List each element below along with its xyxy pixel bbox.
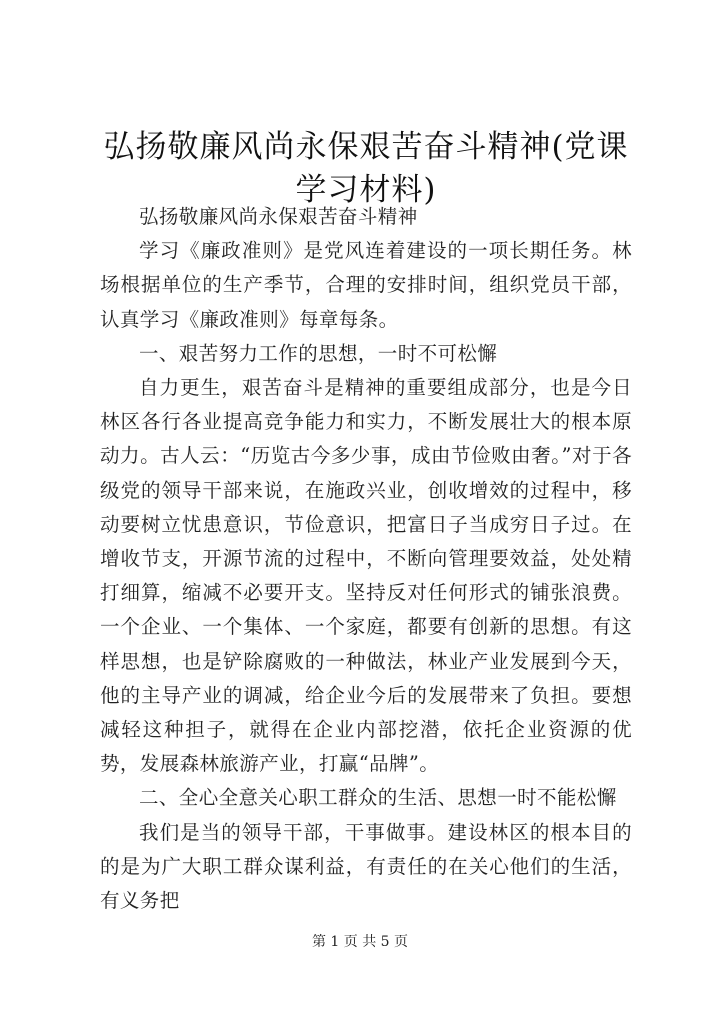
section-heading-1: 一、艰苦努力工作的思想，一时不可松懈 xyxy=(139,341,498,365)
section-heading-2: 二、全心全意关心职工群众的生活、思想一时不能松懈 xyxy=(139,786,617,810)
section-2-paragraph: 我们是当的领导干部，干事做事。建设林区的根本目的的是为广大职工群众谋利益，有责任的在关心他们的生活，有义务把 xyxy=(100,820,632,913)
document-title: 弘扬敬廉风尚永保艰苦奋斗精神(党课学习材料) xyxy=(103,129,629,208)
subtitle-paragraph: 弘扬敬廉风尚永保艰苦奋斗精神 xyxy=(139,205,418,228)
intro-paragraph: 学习《廉政准则》是党风连着建设的一项长期任务。林场根据单位的生产季节，合理的安排时间，组织党员干部，认真学习《廉政准则》每章每条。 xyxy=(100,239,632,331)
section-1-paragraph: 自力更生，艰苦奋斗是精神的重要组成部分，也是今日林区各行各业提高竞争能力和实力，不断发展壮大的根本原动力。古人云：“历览古今多少事，成由节俭败由奢。”对于各级党的领导干部来说，在施政兴业，创收增效的过程中，移动要树立忧患意识，节俭意识，把富日子当成穷日子过。在增收节支，开源节流的过程中，不断向管理要效益，处处精打细算，缩减不必要开支。坚持反对任何形式的铺张浪费。一个企业、一个集体、一个家庭，都要有创新的思想。有这样思想，也是铲除腐败的一种做法，林业产业发展到今天，他的主导产业的调减，给企业今后的发展带来了负担。要想减轻这种担子，就得在企业内部挖潜，依托企业资源的优势，发展森林旅游产业，打赢“品牌”。 xyxy=(100,376,632,776)
document-body xyxy=(100,200,632,918)
page-number-footer: 第 1 页 共 5 页 xyxy=(311,934,409,950)
